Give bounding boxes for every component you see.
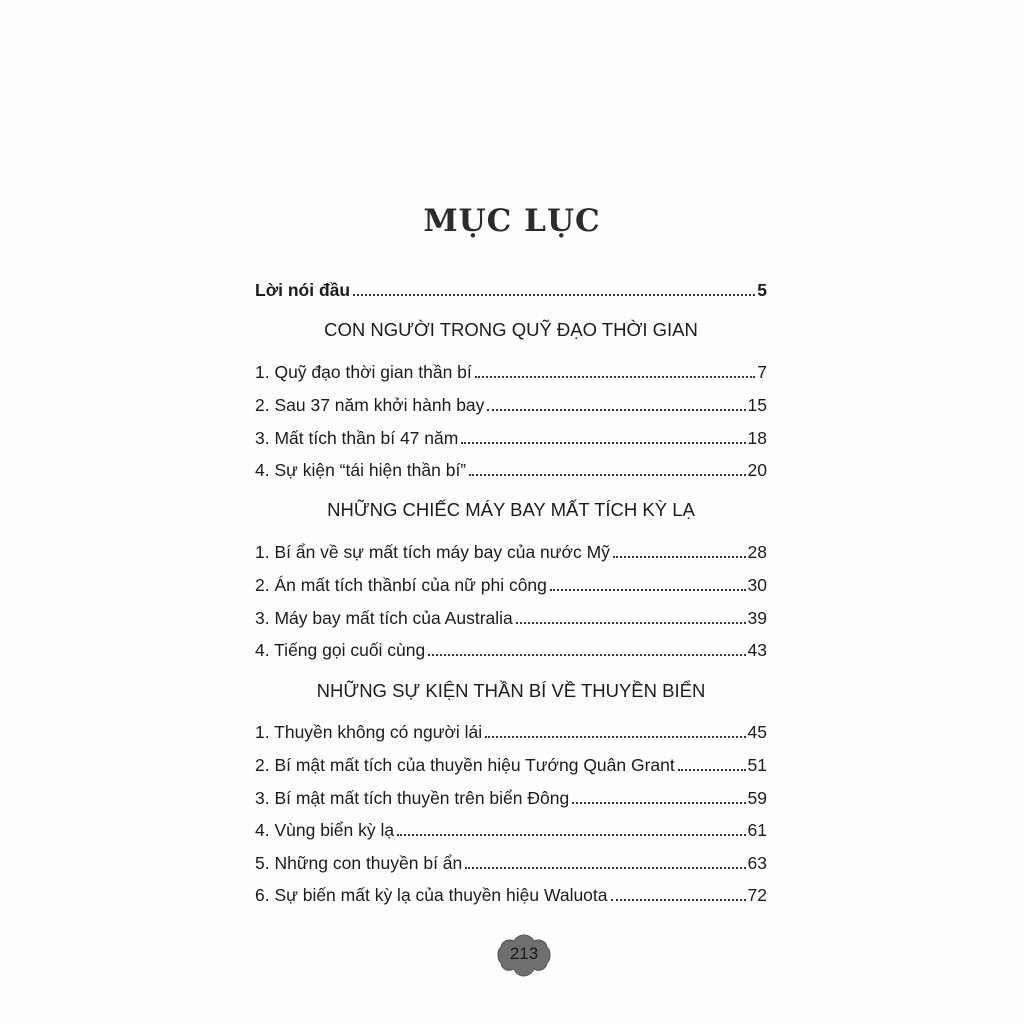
toc-entry [255, 359, 767, 383]
dot-leader [550, 589, 746, 591]
toc-page-number: 72 [747, 885, 767, 905]
toc-entry-label: 2. Bí mật mất tích của thuyền hiệu Tướng Quân Grant [255, 755, 675, 775]
section-heading: CON NGƯỜI TRONG QUỸ ĐẠO THỜI GIAN [324, 319, 698, 340]
toc-entry [255, 605, 767, 629]
toc-page-number: 51 [747, 755, 767, 775]
toc-entry [255, 882, 767, 906]
toc-entry [255, 719, 767, 743]
toc-entry-label: 2. Sau 37 năm khởi hành bay [255, 395, 485, 415]
toc-page-number: 30 [747, 575, 767, 595]
toc-page-number: 39 [747, 608, 767, 628]
toc-entry-label: 3. Máy bay mất tích của Australia [255, 608, 513, 628]
dot-leader [469, 474, 745, 476]
section-heading: NHỮNG CHIẾC MÁY BAY MẤT TÍCH KỲ LẠ [327, 499, 695, 520]
toc-entry [255, 637, 767, 661]
toc-entry-preface [255, 277, 767, 301]
toc-entry [255, 785, 767, 809]
page-title: MỤC LỤC [423, 203, 601, 239]
toc-page-number: 43 [747, 640, 767, 660]
toc-entry [255, 425, 767, 449]
toc-page-number: 7 [757, 362, 767, 382]
toc-entry-label: 5. Những con thuyền bí ẩn [255, 853, 463, 873]
toc-entry-label: 3. Mất tích thần bí 47 năm [255, 428, 459, 448]
page-number: 213 [509, 944, 539, 963]
toc-page-number: 28 [747, 542, 767, 562]
toc-entry [255, 817, 767, 841]
dot-leader [613, 556, 746, 558]
dot-leader [572, 802, 745, 804]
toc-page-number: 63 [747, 853, 767, 873]
dot-leader [461, 442, 745, 444]
toc-entry-label: 6. Sự biến mất kỳ lạ của thuyền hiệu Waluota [255, 885, 608, 905]
toc-entry-label: 3. Bí mật mất tích thuyền trên biển Đông [255, 788, 570, 808]
page-number-badge [496, 932, 552, 978]
toc-entry [255, 850, 767, 874]
toc-entry-label: 1. Quỹ đạo thời gian thần bí [255, 362, 472, 382]
toc-entry [255, 752, 767, 776]
toc-entry-label: 1. Bí ẩn về sự mất tích máy bay của nước Mỹ [255, 542, 610, 562]
toc-page-number: 59 [747, 788, 767, 808]
dot-leader [487, 409, 745, 411]
dot-leader [397, 834, 745, 836]
toc-page-number: 45 [747, 722, 767, 742]
toc-entry-label: 4. Sự kiện “tái hiện thần bí” [255, 460, 467, 480]
dot-leader [428, 654, 745, 656]
toc-page-number: 18 [747, 428, 767, 448]
dot-leader [611, 899, 746, 901]
dot-leader [485, 736, 745, 738]
toc-entry [255, 457, 767, 481]
toc-entry-label: Lời nói đầu [255, 280, 351, 300]
dot-leader [678, 769, 746, 771]
toc-entry [255, 539, 767, 563]
toc-page-number: 15 [747, 395, 767, 415]
toc-page-number: 20 [747, 460, 767, 480]
dot-leader [465, 867, 745, 869]
dot-leader [516, 622, 746, 624]
toc-entry [255, 392, 767, 416]
toc-page-number: 5 [757, 280, 767, 300]
toc-entry-label: 4. Tiếng gọi cuối cùng [255, 640, 426, 660]
toc-entry-label: 2. Án mất tích thầnbí của nữ phi công [255, 575, 547, 595]
toc-entry-label: 4. Vùng biển kỳ lạ [255, 820, 395, 840]
dot-leader [353, 294, 755, 296]
section-heading: NHỮNG SỰ KIỆN THẦN BÍ VỀ THUYỀN BIỂN [316, 680, 706, 701]
toc-entry [255, 572, 767, 596]
toc-entry-label: 1. Thuyền không có người lái [255, 722, 483, 742]
toc-page-number: 61 [747, 820, 767, 840]
dot-leader [475, 376, 756, 378]
